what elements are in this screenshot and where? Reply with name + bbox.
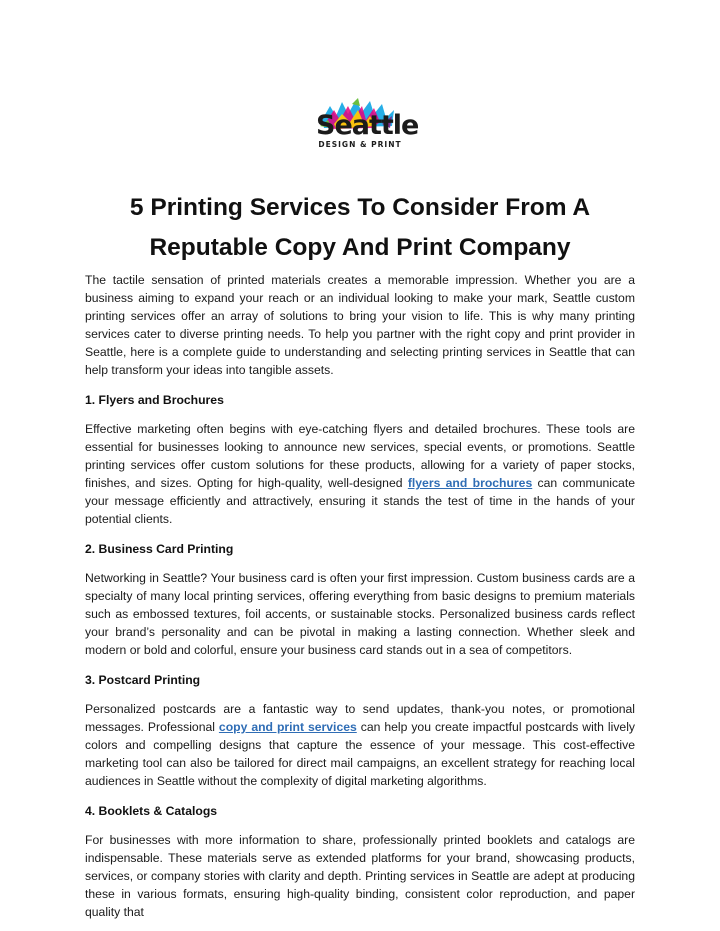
- section-paragraph-postcards: Personalized postcards are a fantastic way to send updates, thank-you notes, or promotional messages. Professional copy and print services can help you create impactful postcards with lively colors and compelling designs that capture the essence of your message. This cost-effective marketing tool can also be tailored for direct mail campaigns, an excellent strategy for reaching local audiences in Seattle without the complexity of digital marketing algorithms.: [85, 702, 636, 788]
- section-paragraph-flyers: Effective marketing often begins with eye-catching flyers and detailed brochures. These tools are essential for businesses looking to announce new services, special events, or promotions. Seattle printing services offer custom solutions for these products, allowing for a variety of paper stocks, finishes, and sizes. Opting for high-quality, well-designed flyers and brochures can communicate your message efficiently and attractively, ensuring it stands the test of time in the hands of your potential clients.: [85, 422, 635, 526]
- title-line-1: 5 Printing Services To Consider From A: [129, 194, 591, 221]
- logo-tagline: DESIGN & PRINT: [318, 140, 402, 149]
- article-body: [85, 271, 635, 921]
- intro-paragraph: The tactile sensation of printed materials creates a memorable impression. Whether you are a business aiming to expand your reach or an individual looking to make your mark, Seattle custom printing services offer an array of solutions to bring your vision to life. This is why many printing services cater to diverse printing needs. To help you partner with the right copy and print provider in Seattle, here is a complete guide to understanding and selecting printing services in Seattle that can help transform your ideas into tangible assets.: [85, 273, 635, 377]
- copy-print-services-link[interactable]: copy and print services: [218, 720, 357, 734]
- section-heading-postcards: 3. Postcard Printing: [85, 673, 201, 687]
- section-heading-business-cards: 2. Business Card Printing: [85, 542, 234, 556]
- logo-wordmark: Seattle: [316, 110, 419, 141]
- section-paragraph-booklets: For businesses with more information to share, professionally printed booklets and catalogs are indispensable. These materials serve as extended platforms for your brand, showcasing products, services, or company stories with clarity and depth. Printing services in Seattle are adept at producing these in various formats, ensuring high-quality binding, consistent color reproduction, and paper quality that: [85, 833, 635, 919]
- title-line-2: Reputable Copy And Print Company: [149, 234, 571, 261]
- flyers-brochures-link[interactable]: flyers and brochures: [407, 476, 533, 490]
- section-paragraph-business-cards: Networking in Seattle? Your business card is often your first impression. Custom business cards are a specialty of many local printing services, offering everything from basic designs to premium materials such as embossed textures, foil accents, or sustainable stocks. Personalized business cards reflect your brand’s personality and can be pivotal in making a lasting connection. Whether sleek and modern or bold and colorful, ensure your business card stands out in a sea of competitors.: [85, 571, 635, 657]
- seattle-design-print-logo: [312, 98, 419, 154]
- page-title: [60, 188, 660, 268]
- section-heading-booklets: 4. Booklets & Catalogs: [85, 804, 218, 818]
- section-heading-flyers: 1. Flyers and Brochures: [85, 393, 224, 407]
